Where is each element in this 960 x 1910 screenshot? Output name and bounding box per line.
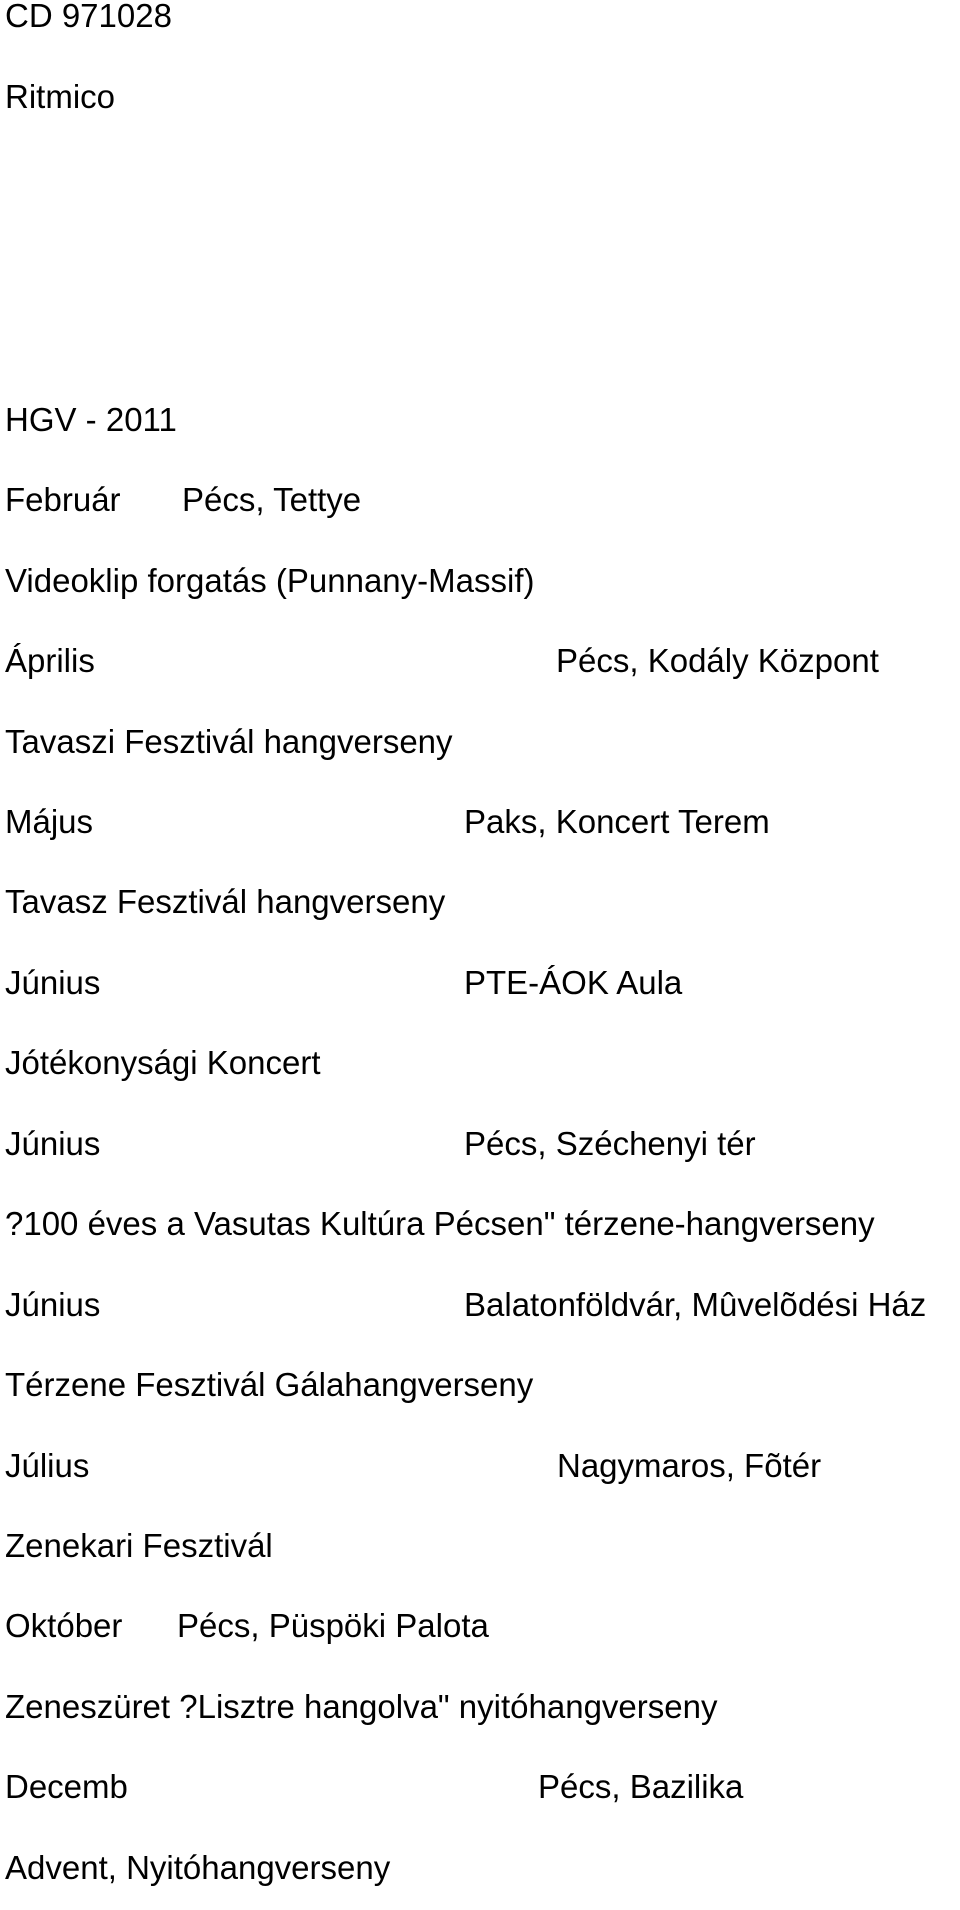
event-place: PTE-ÁOK Aula bbox=[464, 964, 683, 1001]
event-row bbox=[5, 1124, 955, 1164]
event-row bbox=[5, 1285, 955, 1325]
event-row bbox=[5, 1606, 955, 1646]
event-place: Pécs, Püspöki Palota bbox=[177, 1607, 489, 1644]
event-month: Október bbox=[5, 1607, 123, 1644]
event-title: Térzene Fesztivál Gálahangverseny bbox=[5, 1366, 534, 1403]
event-month: Július bbox=[5, 1447, 90, 1484]
event-title: ?100 éves a Vasutas Kultúra Pécsen" térzene-hangverseny bbox=[5, 1205, 875, 1242]
event-row bbox=[5, 1446, 955, 1486]
event-place: Pécs, Tettye bbox=[182, 481, 362, 518]
event-month: Február bbox=[5, 481, 121, 518]
event-month: Decemb bbox=[5, 1768, 128, 1805]
event-month: Június bbox=[5, 964, 101, 1001]
event-month: Április bbox=[5, 642, 95, 679]
event-row bbox=[5, 480, 955, 520]
event-month: Május bbox=[5, 803, 94, 840]
event-row bbox=[5, 641, 955, 681]
event-place: Pécs, Széchenyi tér bbox=[464, 1125, 756, 1162]
label-name: Ritmico bbox=[5, 78, 116, 115]
section-title: HGV - 2011 bbox=[5, 401, 177, 438]
event-month: Június bbox=[5, 1286, 101, 1323]
event-row bbox=[5, 1767, 955, 1807]
event-place: Pécs, Bazilika bbox=[538, 1768, 744, 1805]
catalog-number: CD 971028 bbox=[5, 0, 172, 34]
event-place: Balatonföldvár, Mûvelõdési Ház bbox=[464, 1286, 927, 1323]
event-title: Videoklip forgatás (Punnany-Massif) bbox=[5, 562, 535, 599]
event-title: Jótékonysági Koncert bbox=[5, 1044, 321, 1081]
event-row bbox=[5, 963, 955, 1003]
event-place: Nagymaros, Fõtér bbox=[557, 1447, 822, 1484]
event-row bbox=[5, 802, 955, 842]
event-title: Zenekari Fesztivál bbox=[5, 1527, 273, 1564]
event-title: Tavasz Fesztivál hangverseny bbox=[5, 883, 446, 920]
event-title: Advent, Nyitóhangverseny bbox=[5, 1849, 391, 1886]
event-title: Tavaszi Fesztivál hangverseny bbox=[5, 723, 453, 760]
event-place: Paks, Koncert Terem bbox=[464, 803, 770, 840]
event-title: Zeneszüret ?Lisztre hangolva" nyitóhangverseny bbox=[5, 1688, 718, 1725]
event-place: Pécs, Kodály Központ bbox=[556, 642, 879, 679]
event-month: Június bbox=[5, 1125, 101, 1162]
